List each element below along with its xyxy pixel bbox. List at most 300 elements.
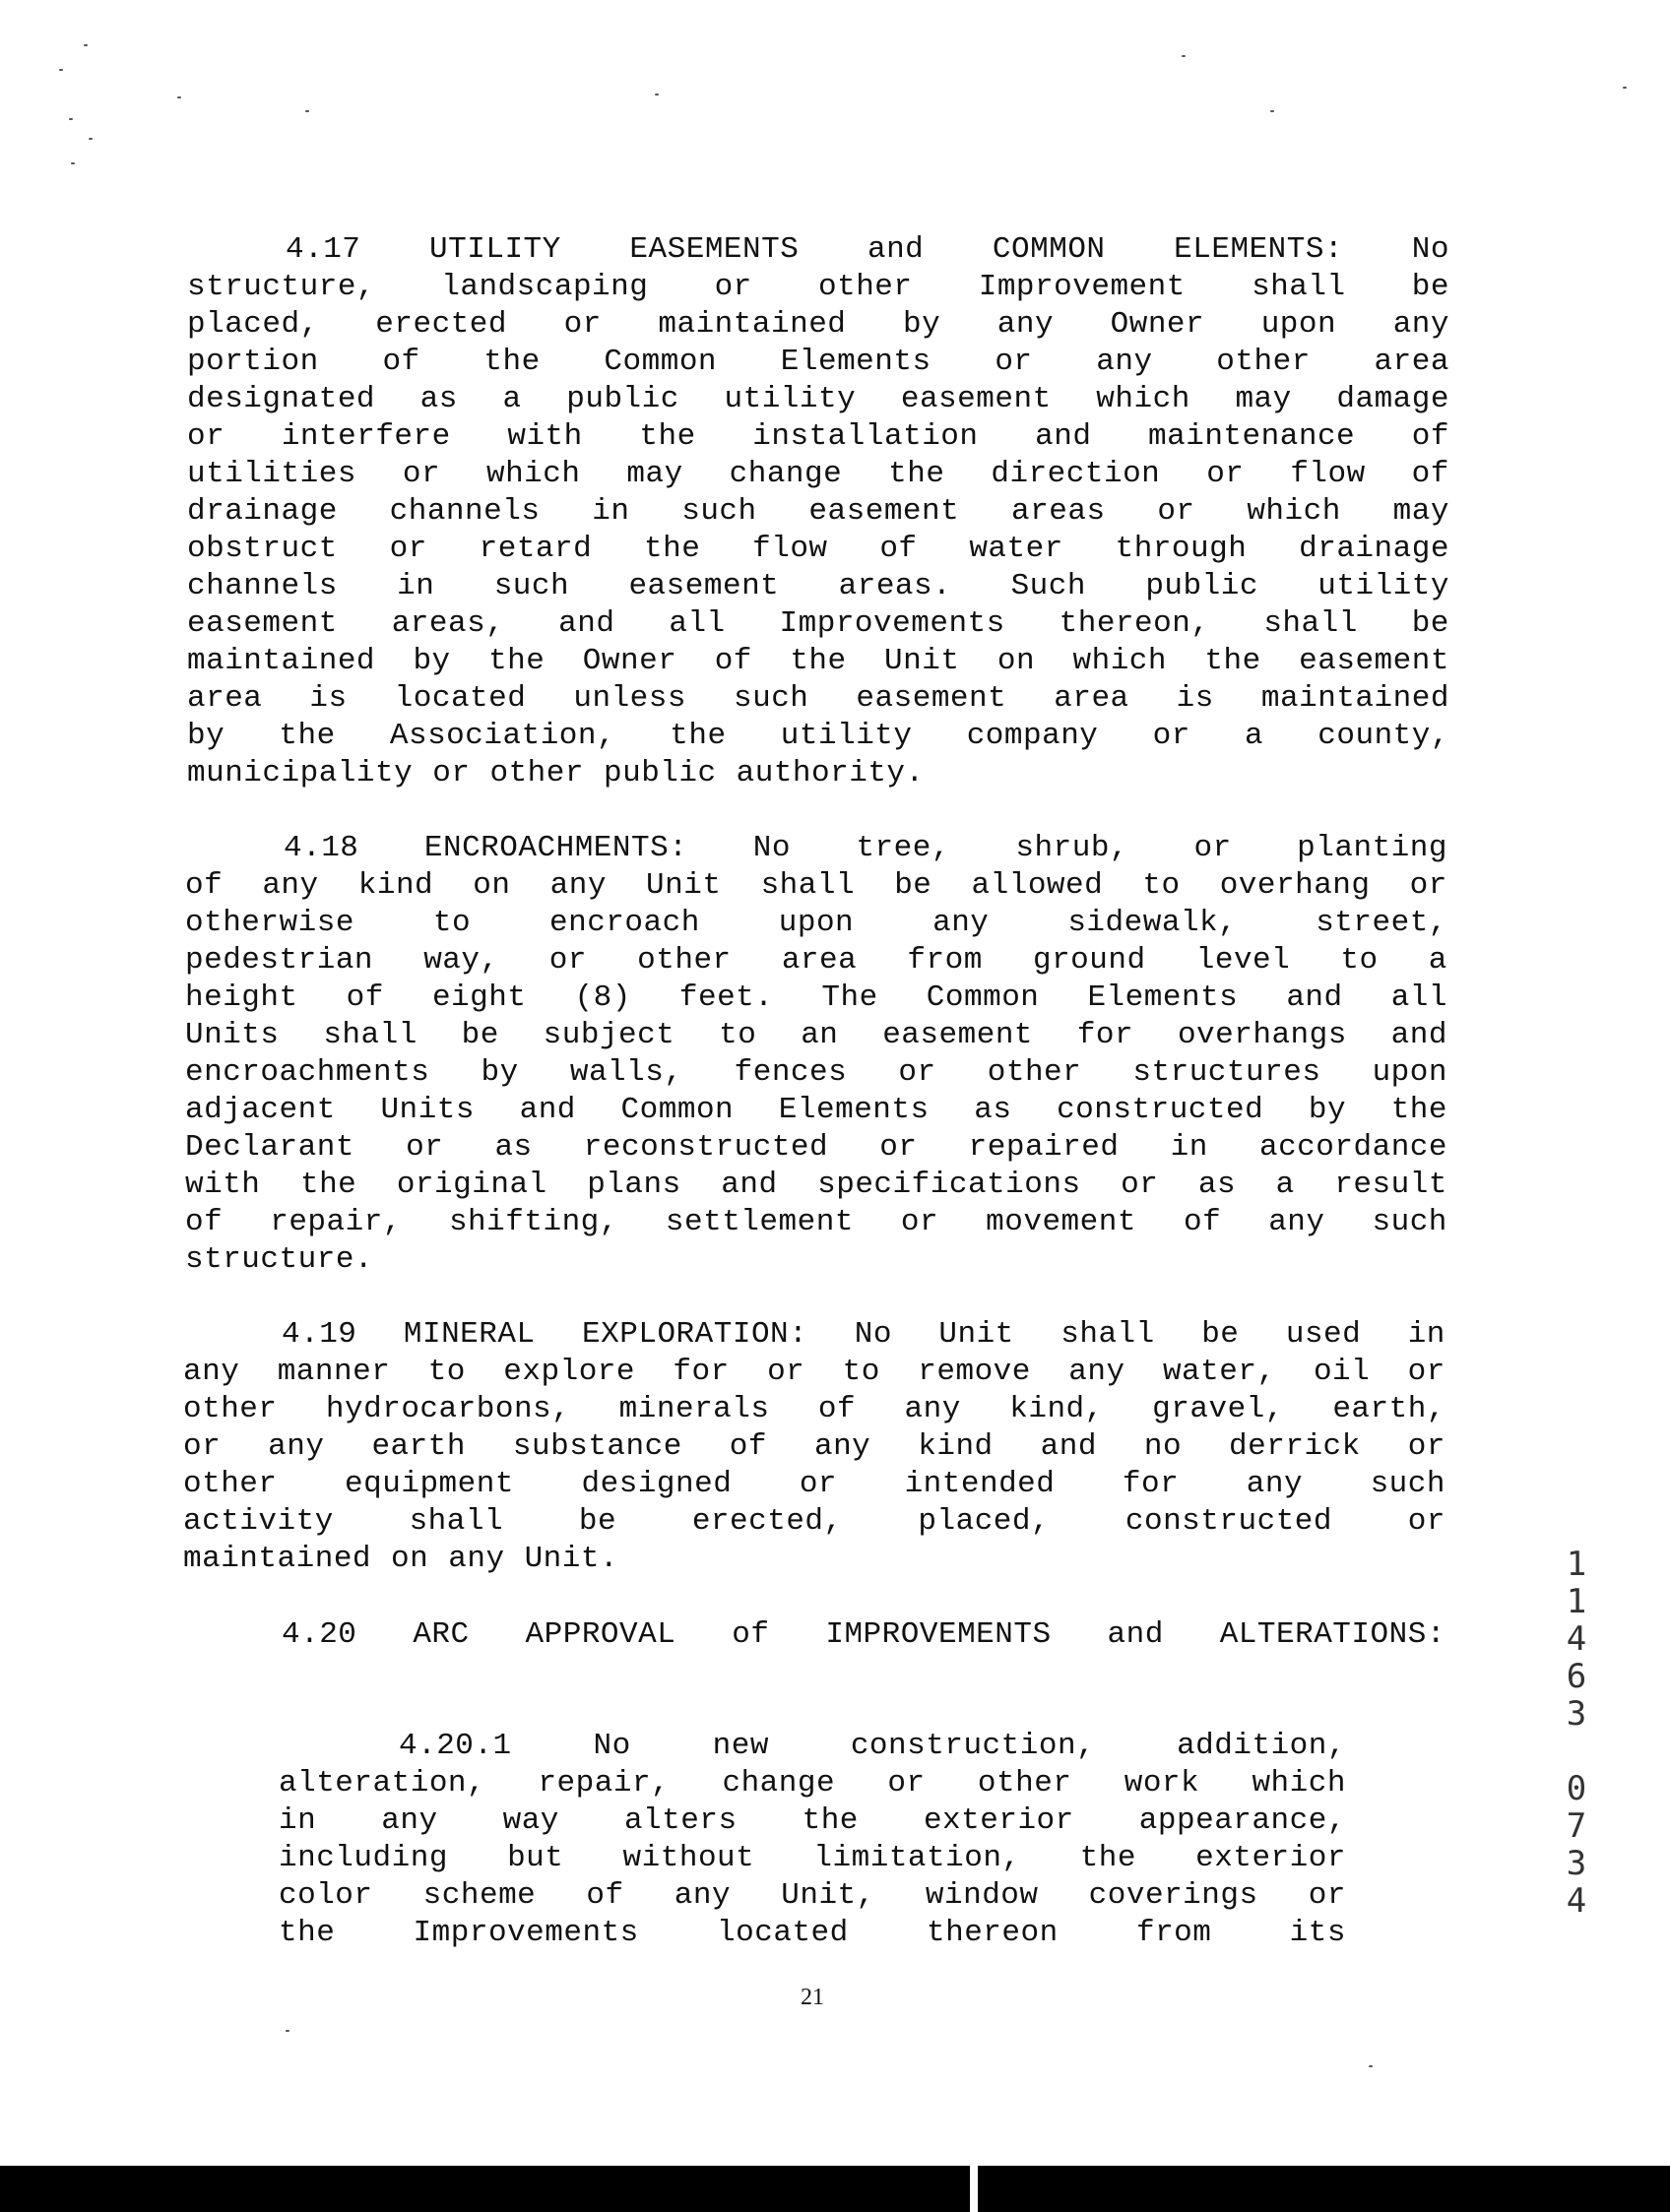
word: or [563, 307, 602, 342]
stamp-gap [1562, 1733, 1591, 1770]
word: Common [604, 345, 718, 379]
word: be [461, 1018, 499, 1052]
word: kind, [1009, 1392, 1104, 1426]
word: No [593, 1729, 631, 1763]
text-line [187, 643, 1449, 680]
word: overhangs [1177, 1018, 1347, 1052]
word: any [183, 1355, 240, 1389]
word: the [488, 644, 546, 678]
text-line [185, 1167, 1447, 1204]
word: EASEMENTS [629, 232, 800, 267]
word: other [818, 270, 913, 304]
word: addition, [1177, 1729, 1346, 1763]
word: including [279, 1841, 448, 1875]
word: any [1246, 1467, 1304, 1501]
word: obstruct [187, 532, 338, 566]
word: is [309, 681, 348, 716]
word: manner [277, 1355, 391, 1389]
word: as [494, 1130, 533, 1165]
word: to [842, 1355, 880, 1389]
word: alteration, [279, 1766, 486, 1801]
word: of [346, 980, 384, 1015]
text-line [183, 1428, 1445, 1466]
word: any [1068, 1355, 1125, 1389]
word: or [432, 756, 471, 790]
word: easement [187, 606, 338, 641]
word: placed, [918, 1504, 1051, 1539]
word: with [507, 419, 583, 454]
word: may [1392, 494, 1449, 529]
word: scheme [422, 1878, 537, 1913]
text-line [187, 269, 1449, 306]
word: any [1096, 345, 1153, 379]
word: areas, [391, 606, 505, 641]
word: explore [503, 1355, 636, 1389]
scan-speck [84, 44, 88, 46]
word: easement [1299, 644, 1449, 678]
word: equipment [345, 1467, 514, 1501]
word: retard [479, 532, 593, 566]
word: any [904, 1392, 961, 1426]
word: the [299, 1168, 357, 1202]
word: structure. [185, 1242, 374, 1277]
word: landscaping [441, 270, 649, 304]
word: area [1374, 345, 1449, 379]
word: any [549, 868, 607, 903]
word: or [406, 1130, 444, 1165]
word: erected [375, 307, 508, 342]
word: placed, [187, 307, 319, 342]
word: maintained [187, 644, 376, 678]
word: UTILITY [429, 232, 561, 267]
word: or [548, 943, 587, 978]
word: encroach [549, 906, 700, 940]
word: the [644, 532, 701, 566]
word: other [987, 1055, 1082, 1090]
word: its [1289, 1916, 1346, 1950]
word: to [1142, 868, 1181, 903]
word: maintained [1260, 681, 1449, 716]
word: by [413, 644, 451, 678]
word: of [1183, 1205, 1222, 1239]
scan-speck [59, 69, 63, 71]
scan-speck [69, 118, 73, 120]
word: or [1409, 868, 1447, 903]
word: flow [1290, 457, 1366, 491]
word: shifting, [448, 1205, 618, 1239]
word: Unit, [781, 1878, 875, 1913]
word: the [790, 644, 847, 678]
word: Unit [646, 868, 722, 903]
word: other [183, 1467, 278, 1501]
word: of [729, 1429, 768, 1464]
word: county, [1317, 719, 1449, 753]
word: which [1247, 494, 1341, 529]
text-line [187, 381, 1449, 418]
word: is [1176, 681, 1214, 716]
word: (8) [574, 980, 631, 1015]
word: be [1201, 1317, 1240, 1352]
word: of [732, 1617, 770, 1652]
word: Elements [780, 345, 931, 379]
text-line [279, 1802, 1346, 1840]
word: used [1285, 1317, 1362, 1352]
word: planting [1297, 831, 1447, 865]
word: and [867, 232, 925, 267]
word: of [185, 868, 224, 903]
word: upon [778, 906, 855, 940]
word: for [673, 1355, 730, 1389]
text-line [185, 942, 1447, 980]
word: a [1244, 719, 1264, 753]
word: The [821, 980, 878, 1015]
word: by [1308, 1093, 1347, 1127]
word: or [898, 1055, 936, 1090]
word: any [262, 868, 319, 903]
stamp-digit: 3 [1566, 1844, 1587, 1883]
word: and [721, 1168, 778, 1202]
word: or [1407, 1355, 1445, 1389]
word: drainage [187, 494, 338, 529]
word: as [1197, 1168, 1237, 1202]
word: as [419, 382, 458, 416]
word: kind [357, 868, 434, 903]
text-line [187, 718, 1449, 755]
word: the [279, 719, 336, 753]
word: limitation, [813, 1841, 1021, 1875]
word: APPROVAL [525, 1617, 676, 1652]
word: all [669, 606, 726, 641]
text-line [187, 231, 1449, 269]
text-line [183, 1316, 1445, 1354]
word: shrub, [1015, 831, 1129, 865]
scan-speck [286, 2030, 289, 2032]
word: of [382, 345, 420, 379]
scan-speck [89, 138, 93, 140]
stamp-digit: 0 [1566, 1769, 1587, 1808]
word: channels [389, 494, 541, 529]
word: company [966, 719, 1099, 753]
word: with [185, 1168, 261, 1202]
word: on [996, 644, 1036, 678]
word: Declarant [185, 1130, 354, 1165]
word: earth, [1332, 1392, 1445, 1426]
word: of [1411, 457, 1449, 491]
word: other [977, 1766, 1072, 1801]
word: interfere [281, 419, 451, 454]
word: shall [1252, 270, 1346, 304]
word: or [799, 1467, 838, 1501]
stamp-digit: 6 [1566, 1657, 1587, 1696]
word: ELEMENTS: [1174, 232, 1344, 267]
word: located [717, 1916, 849, 1950]
text-line [185, 1241, 1447, 1279]
text-line [183, 1466, 1445, 1503]
word: the [639, 419, 696, 454]
word: municipality [187, 756, 414, 790]
word: 4.20 [282, 1617, 357, 1652]
word: allowed [971, 868, 1104, 903]
word: Elements [1087, 980, 1239, 1015]
word: hydrocarbons, [325, 1392, 571, 1426]
text-line [187, 755, 1449, 792]
word: or [402, 457, 441, 491]
word: constructed [1124, 1504, 1333, 1539]
word: which [1072, 644, 1168, 678]
word: plans [587, 1168, 681, 1202]
stamp-digit: 4 [1566, 1881, 1587, 1921]
word: the [888, 457, 945, 491]
stamp-digit: 1 [1566, 1545, 1587, 1584]
word: water, [1162, 1355, 1276, 1389]
word: area [781, 943, 858, 978]
text-line [185, 1129, 1447, 1167]
word: all [1390, 980, 1447, 1015]
word: height [185, 980, 298, 1015]
word: and [1390, 1018, 1447, 1052]
word: MINERAL [403, 1317, 536, 1352]
word: a [1428, 943, 1447, 978]
word: a [1275, 1168, 1295, 1202]
word: or [995, 345, 1033, 379]
word: otherwise [185, 906, 354, 940]
word: area [1054, 681, 1129, 716]
word: change [722, 1766, 836, 1801]
word: any [448, 1542, 505, 1576]
word: fences [734, 1055, 848, 1090]
word: utilities [187, 457, 356, 491]
word: or [1157, 494, 1195, 529]
word: shall [409, 1504, 504, 1539]
word: derrick [1229, 1429, 1361, 1464]
word: located [394, 681, 527, 716]
scan-speck [177, 96, 181, 98]
word: to [1340, 943, 1379, 978]
word: which [485, 457, 581, 491]
word: minerals [618, 1392, 770, 1426]
word: on [473, 868, 511, 903]
word: upon [1372, 1055, 1447, 1090]
stamp-digit: 7 [1566, 1806, 1587, 1846]
word: or [1121, 1168, 1159, 1202]
word: any [381, 1803, 438, 1838]
word: of [1411, 419, 1449, 454]
word: installation [752, 419, 979, 454]
word: for [1076, 1018, 1134, 1052]
word: an [801, 1018, 839, 1052]
word: other [183, 1392, 278, 1426]
text-line [185, 830, 1447, 867]
word: Unit [938, 1317, 1014, 1352]
scan-speck [1623, 87, 1627, 89]
word: for [1122, 1467, 1180, 1501]
word: shall [760, 868, 856, 903]
word: shall [1263, 606, 1358, 641]
text-line [187, 306, 1449, 344]
word: be [1411, 606, 1449, 641]
word: be [1411, 270, 1449, 304]
word: repair, [538, 1766, 671, 1801]
word: by [481, 1055, 519, 1090]
word: construction, [850, 1729, 1096, 1763]
scan-speck [1369, 2065, 1373, 2067]
word: No [854, 1317, 892, 1352]
word: exterior [923, 1803, 1074, 1838]
word: a [502, 382, 522, 416]
text-line [187, 456, 1449, 493]
word: the [802, 1803, 859, 1838]
word: damage [1336, 382, 1449, 416]
word: shall [1060, 1317, 1155, 1352]
word: eight [431, 980, 527, 1015]
word: specifications [817, 1168, 1081, 1202]
word: drainage [1299, 532, 1449, 566]
word: any [674, 1878, 732, 1913]
word: any [813, 1429, 871, 1464]
word: such [734, 681, 809, 716]
word: or [389, 532, 427, 566]
word: constructed [1057, 1093, 1264, 1127]
word: flow [752, 532, 828, 566]
word: level [1195, 943, 1291, 978]
word: subject [543, 1018, 675, 1052]
word: or [1193, 831, 1232, 865]
word: maintenance [1148, 419, 1356, 454]
word: utility [780, 719, 913, 753]
word: Improvements [779, 606, 1005, 641]
text-line [183, 1391, 1445, 1428]
word: on [391, 1542, 429, 1576]
word: water [969, 532, 1063, 566]
word: the [670, 719, 727, 753]
word: any [1392, 307, 1449, 342]
text-line [187, 568, 1449, 605]
word: Improvement [978, 270, 1186, 304]
word: IMPROVEMENTS [825, 1617, 1052, 1652]
word: No [1411, 232, 1449, 267]
word: settlement [665, 1205, 854, 1239]
word: in [279, 1803, 317, 1838]
word: the [1390, 1093, 1447, 1127]
word: remove [918, 1355, 1031, 1389]
word: to [719, 1018, 757, 1052]
scan-speck [71, 162, 75, 164]
word: channels [187, 569, 338, 603]
word: be [578, 1504, 617, 1539]
scan-speck [1182, 55, 1186, 57]
word: the [1079, 1841, 1136, 1875]
word: the [1204, 644, 1261, 678]
word: earth [371, 1429, 466, 1464]
word: and [1035, 419, 1092, 454]
word: Improvements [413, 1916, 639, 1950]
word: of [817, 1392, 857, 1426]
text-line [187, 344, 1449, 381]
word: Association, [389, 719, 616, 753]
word: or [1308, 1878, 1346, 1913]
word: way [502, 1803, 559, 1838]
stamp-digit: 1 [1566, 1582, 1587, 1621]
word: thereon, [1059, 606, 1210, 641]
scan-edge-notch [970, 2156, 978, 2212]
scan-speck [305, 110, 309, 112]
word: may [1235, 382, 1292, 416]
word: Owner [582, 644, 677, 678]
word: of [586, 1878, 624, 1913]
word: Common [926, 980, 1040, 1015]
word: or [187, 419, 225, 454]
text-line [187, 418, 1449, 456]
word: or [887, 1766, 926, 1801]
word: areas. [838, 569, 952, 603]
word: color [279, 1878, 373, 1913]
word: reconstructed [583, 1130, 829, 1165]
word: or [1407, 1429, 1445, 1464]
word: change [729, 457, 843, 491]
word: gravel, [1152, 1392, 1284, 1426]
word: oil [1313, 1355, 1371, 1389]
page-number: 21 [801, 1985, 824, 2010]
word: structures [1132, 1055, 1321, 1090]
text-line [187, 605, 1449, 643]
word: 4.17 [286, 232, 361, 267]
text-line [183, 1354, 1445, 1391]
word: to [432, 906, 472, 940]
word: appearance, [1138, 1803, 1346, 1838]
word: to [427, 1355, 466, 1389]
word: way, [423, 943, 499, 978]
word: street, [1316, 906, 1447, 940]
text-line [279, 1765, 1346, 1802]
word: public [566, 382, 679, 416]
word: activity [183, 1504, 334, 1539]
word: authority. [736, 756, 925, 790]
section-heading [282, 1616, 1445, 1654]
text-line [279, 1877, 1346, 1915]
word: pedestrian [185, 943, 374, 978]
word: or [879, 1130, 918, 1165]
word: erected, [691, 1504, 843, 1539]
word: no [1143, 1429, 1183, 1464]
text-line [185, 1054, 1447, 1092]
word: any [996, 307, 1055, 342]
word: any [268, 1429, 325, 1464]
word: in [1170, 1130, 1208, 1165]
word: shall [323, 1018, 418, 1052]
word: other [637, 943, 732, 978]
word: in [592, 494, 630, 529]
word: exterior [1195, 1841, 1346, 1875]
word: by [187, 719, 225, 753]
word: Unit. [524, 1542, 619, 1576]
word: easement [856, 681, 1007, 716]
word: designated [187, 382, 376, 416]
word: in [1407, 1317, 1445, 1352]
word: or [183, 1429, 222, 1464]
word: and [1107, 1617, 1164, 1652]
word: upon [1260, 307, 1337, 342]
word: maintained [183, 1542, 372, 1576]
word: feet. [678, 980, 774, 1015]
word: adjacent [185, 1093, 336, 1127]
word: direction [991, 457, 1161, 491]
word: ALTERATIONS: [1219, 1617, 1445, 1652]
word: ground [1032, 943, 1146, 978]
word: movement [986, 1205, 1136, 1239]
word: ENCROACHMENTS: [423, 831, 688, 865]
word: such [681, 494, 757, 529]
word: maintained [658, 307, 847, 342]
